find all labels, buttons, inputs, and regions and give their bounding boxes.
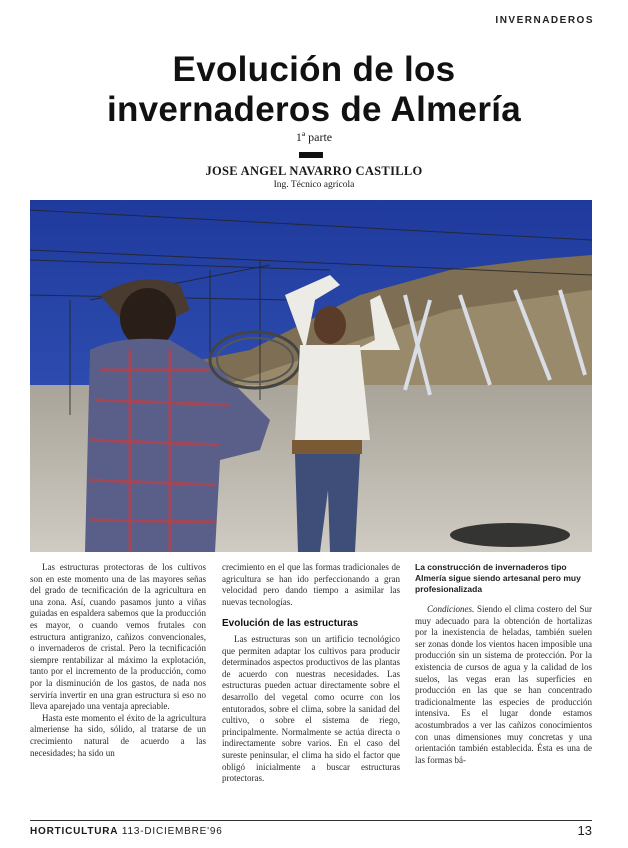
body-column-2 — [222, 562, 400, 785]
author-name: JOSE ANGEL NAVARRO CASTILLO — [205, 164, 423, 178]
greenhouse-photo — [30, 200, 592, 552]
body-column-3 — [415, 604, 592, 766]
part-label: 1ª parte — [295, 130, 333, 144]
col2-paragraph-2: Las estructuras son un artificio tecnológico que permiten adaptar los cultivos para producir determinados aspectos productivos de las plantas de acuerdo con nuestras necesidades. Las estructuras pueden actuar directamente sobre el desarrollo del vegetal como ocurre con los entutorados, sobre el clima, sobre la sanidad del cultivo, o sobre el sistema de riego, principalmente. Normalmente se actúa directa o indirectamente sobre varios. En el caso del sureste peninsular, el clima ha sido el factor que obligó inicialmente a buscar estructuras protectoras. — [222, 633, 400, 784]
section-label: INVERNADEROS — [495, 15, 594, 26]
col3-paragraph-1 — [415, 604, 592, 766]
col2-paragraph-1: crecimiento en el que las formas tradicionales de agricultura se han ido perfeccionando a gran velocidad pero dando tiempo a asimilar las nuevas tecnologías. — [222, 562, 400, 607]
footer-magazine — [30, 826, 223, 837]
title-line-2: invernaderos de Almería — [106, 90, 522, 129]
photo-caption: La construcción de invernaderos tipo Almería sigue siendo artesanal pero muy profesionalizada — [415, 562, 581, 594]
magazine-name: HORTICULTURA — [30, 826, 119, 837]
title-rule — [299, 152, 323, 158]
col3-lead: Condiciones. — [427, 604, 475, 614]
col3-text: Siendo el clima costero del Sur muy adecuado para la obtención de hortalizas por la inexistencia de heladas, también suelen ser zonas donde los vientos hacen imposible una producción sin un sistema de protección. Por la existencia de cursos de agua y la calidad de los suelos, las vegas eran las superficies en producción en las que se han concentrado tradicionalmente las especies de producción intensiva. Es el lugar donde estamos acostumbrados a ver las cañizos conocimientos con unas dimensiones muy concretas y una orientación también establecida. Ésta es una de las formas bá- — [415, 604, 592, 765]
title-line-1: Evolución de los — [172, 50, 456, 89]
body-column-1 — [30, 562, 206, 759]
footer-rule — [30, 820, 592, 821]
article-title — [0, 50, 628, 130]
author-role: Ing. Técnico agrícola — [273, 180, 355, 190]
col1-paragraph-2: Hasta este momento el éxito de la agricultura almeriense ha sido, sólido, al tratarse de un crecimiento natural de acuerdo a las necesidades; ha sido un — [30, 712, 206, 758]
col1-paragraph-1: Las estructuras protectoras de los cultivos son en este momento una de las mayores señas del grado de tecnificación de la agricultura en una zona. Así, cuando pasamos junto a viñas guiadas en espaldera sabemos que la producción es mayor, o cuando vemos frutales con estructura antigranizo, cañizos convencionales, o invernaderos de cristal. Pero la tecnificación siempre rentabilizar al máximo la explotación, tanto por el incremento de la producción, como por la disminución de los gastos, de nada nos serviría invertir en una gran estructura si eso no lleva aparejado una ventaja apreciable. — [30, 562, 206, 712]
photo-illustration — [30, 200, 592, 552]
section-heading: Evolución de las estructuras — [222, 618, 359, 630]
issue-label: 113-DICIEMBRE'96 — [121, 826, 223, 837]
page-number: 13 — [577, 823, 592, 838]
